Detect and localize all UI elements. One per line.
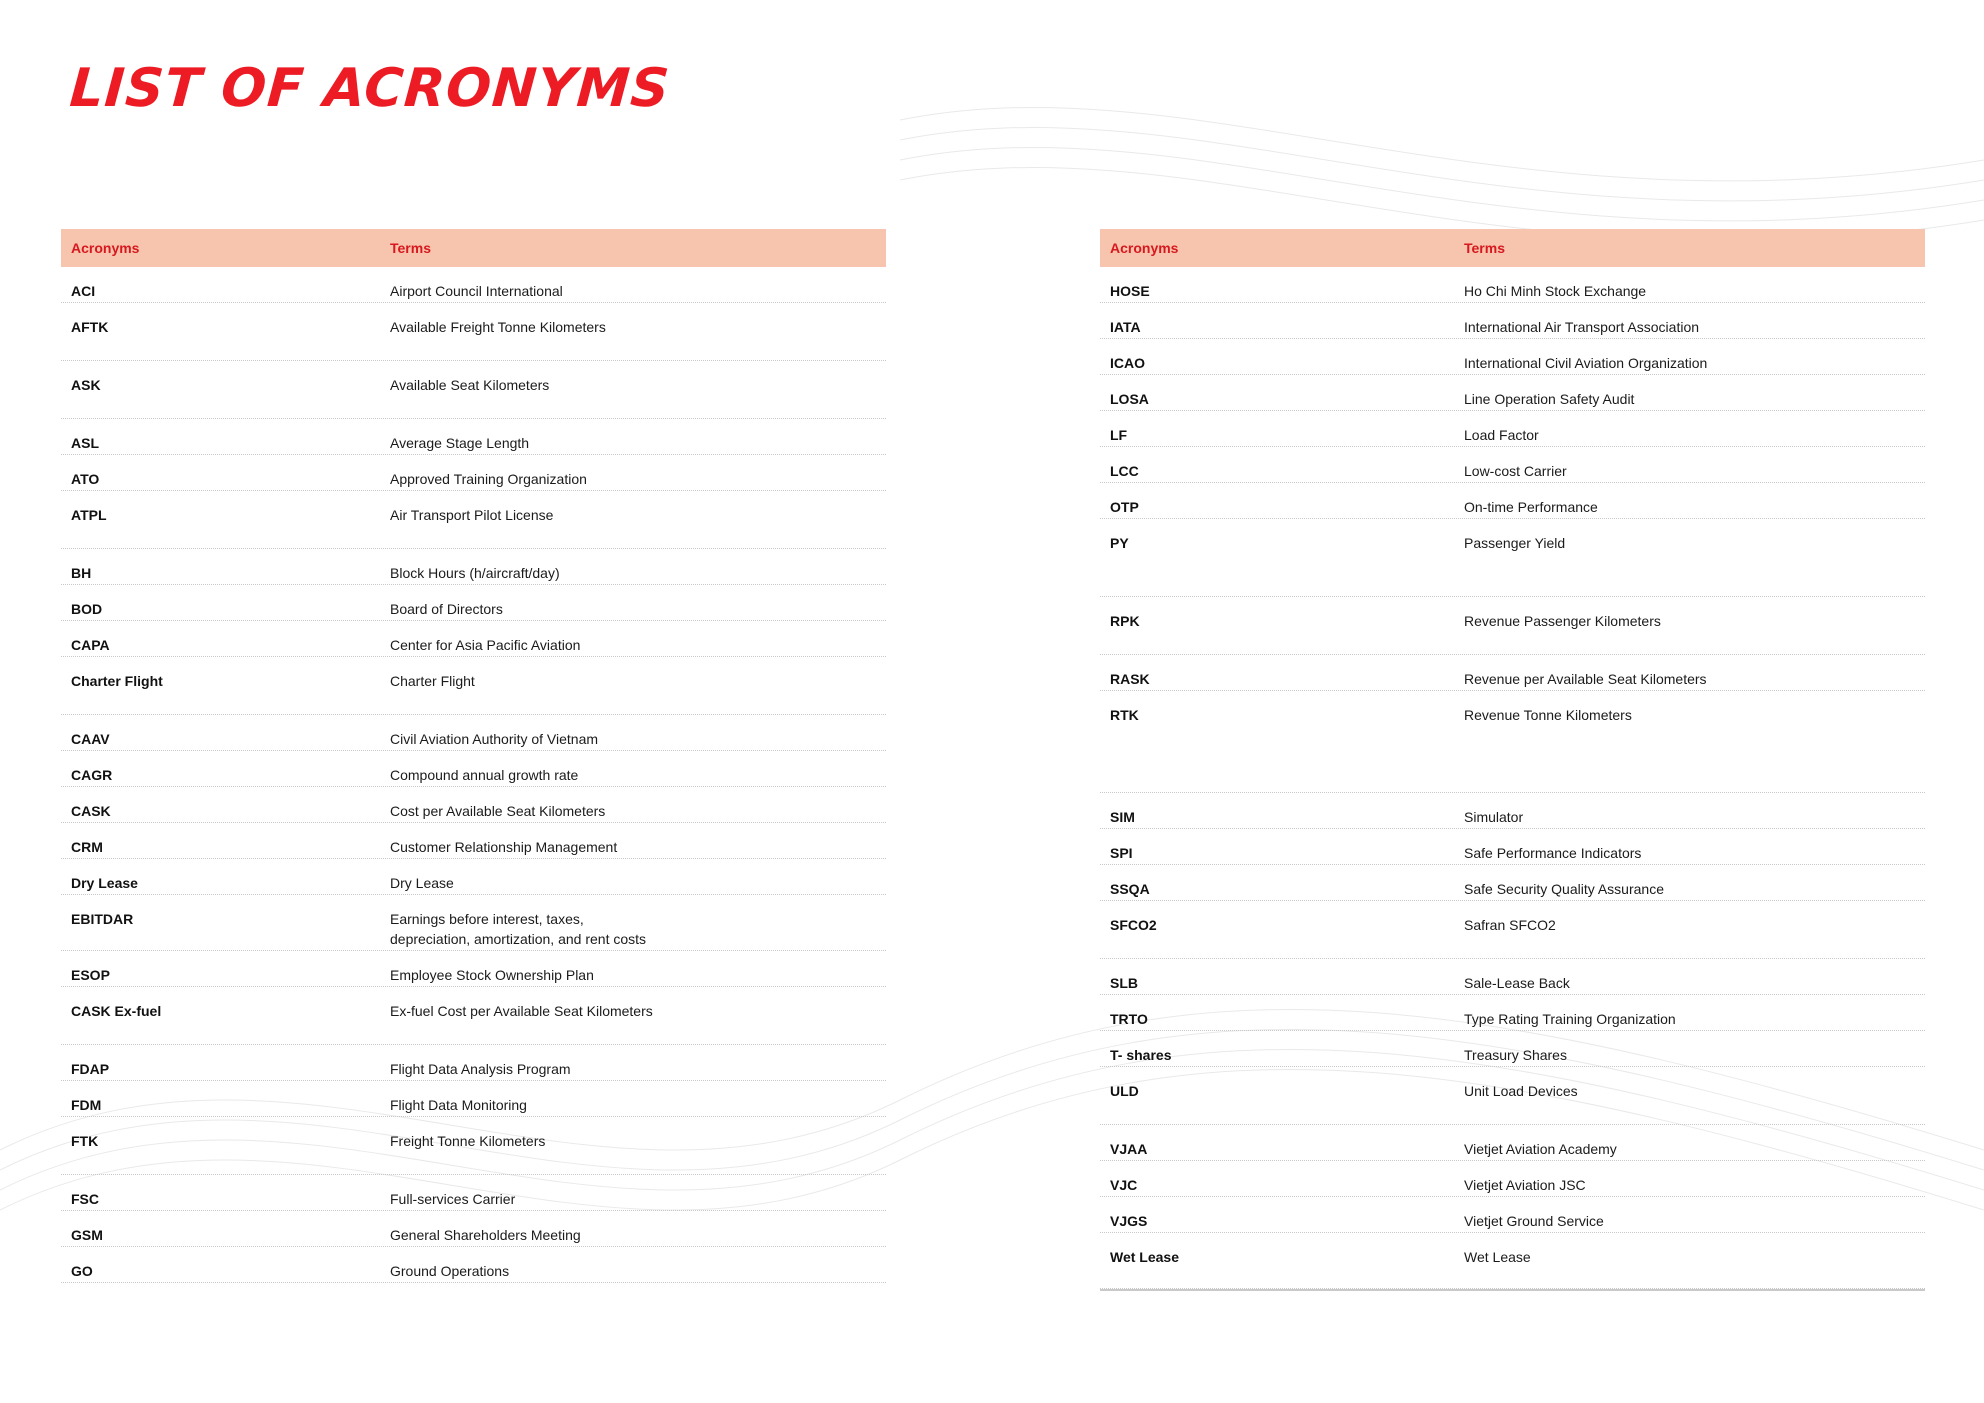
table-row — [1100, 303, 1925, 339]
term-cell: Revenue per Available Seat Kilometers — [1464, 671, 1707, 687]
term-cell: Charter Flight — [390, 673, 475, 689]
term-cell: Full-services Carrier — [390, 1191, 516, 1207]
page-title: LIST OF ACRONYMS — [67, 58, 672, 119]
header-terms: Terms — [1464, 240, 1505, 256]
term-cell: Ground Operations — [390, 1263, 510, 1279]
table-row — [61, 1045, 886, 1081]
table-row — [61, 715, 886, 751]
term-cell: Air Transport Pilot License — [390, 507, 554, 523]
term-cell: Earnings before interest, taxes, depreciation, amortization, and rent costs — [390, 911, 647, 947]
table-row — [61, 823, 886, 859]
acronym-cell: RPK — [1110, 613, 1140, 629]
term-cell: Approved Training Organization — [390, 471, 587, 487]
acronym-cell: BH — [71, 565, 92, 581]
table-row — [1100, 1031, 1925, 1067]
table-row — [61, 267, 886, 303]
acronym-cell: ATPL — [71, 507, 107, 523]
acronym-cell: T- shares — [1110, 1047, 1172, 1063]
acronym-cell: ULD — [1110, 1083, 1139, 1099]
table-row — [61, 859, 886, 895]
term-cell: Safran SFCO2 — [1464, 917, 1556, 933]
acronym-cell: VJC — [1110, 1177, 1138, 1193]
table-row — [1100, 447, 1925, 483]
acronym-cell: SIM — [1110, 809, 1135, 825]
term-cell: Freight Tonne Kilometers — [390, 1133, 546, 1149]
acronym-cell: CRM — [71, 839, 103, 855]
term-cell: Treasury Shares — [1464, 1047, 1567, 1063]
table-row — [61, 657, 886, 715]
table-row — [1100, 655, 1925, 691]
term-cell: Center for Asia Pacific Aviation — [390, 637, 581, 653]
table-row — [61, 987, 886, 1045]
acronym-cell: RTK — [1110, 707, 1139, 723]
acronym-cell: RASK — [1110, 671, 1150, 687]
table-row — [1100, 267, 1925, 303]
table-header — [1100, 229, 1925, 267]
term-cell: Line Operation Safety Audit — [1464, 391, 1635, 407]
table-header — [61, 229, 886, 267]
term-cell: Vietjet Ground Service — [1464, 1213, 1604, 1229]
header-acronyms: Acronyms — [71, 240, 140, 256]
table-row — [1100, 793, 1925, 829]
acronym-cell: FSC — [71, 1191, 99, 1207]
acronym-cell: ASK — [71, 377, 101, 393]
table-row — [1100, 597, 1925, 655]
acronym-cell: Charter Flight — [71, 673, 163, 689]
table-row — [61, 1211, 886, 1247]
acronym-cell: IATA — [1110, 319, 1141, 335]
term-cell: Sale-Lease Back — [1464, 975, 1570, 991]
term-cell: International Civil Aviation Organization — [1464, 355, 1708, 371]
table-row — [61, 491, 886, 549]
acronym-cell: CAAV — [71, 731, 110, 747]
term-cell: General Shareholders Meeting — [390, 1227, 581, 1243]
acronym-cell: GO — [71, 1263, 93, 1279]
table-row — [1100, 865, 1925, 901]
table-row — [1100, 519, 1925, 597]
term-cell: Load Factor — [1464, 427, 1539, 443]
term-cell: Revenue Tonne Kilometers — [1464, 707, 1632, 723]
acronym-cell: ATO — [71, 471, 100, 487]
table-row — [61, 621, 886, 657]
term-cell: Airport Council International — [390, 283, 563, 299]
table-row — [61, 1117, 886, 1175]
table-row — [61, 585, 886, 621]
acronym-cell: SFCO2 — [1110, 917, 1157, 933]
table-row — [1100, 901, 1925, 959]
term-cell: Vietjet Aviation JSC — [1464, 1177, 1586, 1193]
table-row — [1100, 483, 1925, 519]
term-cell: International Air Transport Association — [1464, 319, 1700, 335]
term-cell: Revenue Passenger Kilometers — [1464, 613, 1661, 629]
acronym-cell: LOSA — [1110, 391, 1149, 407]
table-row — [61, 1247, 886, 1283]
term-cell: Low-cost Carrier — [1464, 463, 1567, 479]
table-row — [1100, 691, 1925, 793]
acronym-cell: SLB — [1110, 975, 1138, 991]
acronyms-table-right — [1100, 229, 1925, 1291]
table-row — [1100, 1067, 1925, 1125]
acronym-cell: ICAO — [1110, 355, 1145, 371]
acronym-cell: LCC — [1110, 463, 1139, 479]
term-cell: Block Hours (h/aircraft/day) — [390, 565, 560, 581]
acronym-cell: ACI — [71, 283, 96, 299]
acronym-cell: TRTO — [1110, 1011, 1148, 1027]
acronym-cell: LF — [1110, 427, 1128, 443]
term-cell: On-time Performance — [1464, 499, 1598, 515]
acronym-cell: ESOP — [71, 967, 110, 983]
header-acronyms: Acronyms — [1110, 240, 1179, 256]
term-cell: Simulator — [1464, 809, 1524, 825]
acronym-cell: Wet Lease — [1110, 1249, 1179, 1265]
term-cell: Passenger Yield — [1464, 535, 1566, 551]
table-row — [1100, 411, 1925, 447]
acronym-cell: FTK — [71, 1133, 99, 1149]
acronym-cell: Dry Lease — [71, 875, 138, 891]
term-cell: Available Freight Tonne Kilometers — [390, 319, 606, 335]
acronym-cell: CAGR — [71, 767, 113, 783]
table-row — [1100, 339, 1925, 375]
table-row — [1100, 375, 1925, 411]
acronym-cell: AFTK — [71, 319, 109, 335]
table-row — [61, 787, 886, 823]
term-cell: Wet Lease — [1464, 1249, 1531, 1265]
acronym-cell: FDM — [71, 1097, 102, 1113]
table-row — [61, 419, 886, 455]
term-cell: Civil Aviation Authority of Vietnam — [390, 731, 599, 747]
term-cell: Flight Data Monitoring — [390, 1097, 527, 1113]
table-row — [61, 303, 886, 361]
table-row — [1100, 1125, 1925, 1161]
acronym-cell: HOSE — [1110, 283, 1150, 299]
acronym-cell: OTP — [1110, 499, 1139, 515]
term-cell: Available Seat Kilometers — [390, 377, 550, 393]
term-cell: Cost per Available Seat Kilometers — [390, 803, 606, 819]
acronym-cell: EBITDAR — [71, 911, 134, 927]
acronym-cell: ASL — [71, 435, 99, 451]
table-row — [61, 951, 886, 987]
acronym-cell: SPI — [1110, 845, 1133, 861]
table-row — [61, 751, 886, 787]
acronym-cell: CASK Ex-fuel — [71, 1003, 162, 1019]
term-cell: Vietjet Aviation Academy — [1464, 1141, 1617, 1157]
term-cell: Board of Directors — [390, 601, 503, 617]
table-row — [61, 361, 886, 419]
table-row — [61, 1081, 886, 1117]
term-cell: Flight Data Analysis Program — [390, 1061, 571, 1077]
term-cell: Average Stage Length — [390, 435, 530, 451]
acronym-cell: BOD — [71, 601, 103, 617]
table-row — [1100, 1161, 1925, 1197]
acronym-cell: VJAA — [1110, 1141, 1148, 1157]
table-row — [1100, 1197, 1925, 1233]
table-row — [61, 1175, 886, 1211]
term-cell: Unit Load Devices — [1464, 1083, 1578, 1099]
term-cell: Safe Performance Indicators — [1464, 845, 1642, 861]
acronym-cell: VJGS — [1110, 1213, 1148, 1229]
term-cell: Dry Lease — [390, 875, 454, 891]
header-terms: Terms — [390, 240, 431, 256]
acronym-cell: SSQA — [1110, 881, 1150, 897]
term-cell: Ex-fuel Cost per Available Seat Kilometers — [390, 1003, 653, 1019]
term-cell: Customer Relationship Management — [390, 839, 618, 855]
term-cell: Type Rating Training Organization — [1464, 1011, 1676, 1027]
table-row — [1100, 995, 1925, 1031]
table-row — [1100, 829, 1925, 865]
acronym-cell: CASK — [71, 803, 111, 819]
acronym-cell: CAPA — [71, 637, 110, 653]
acronym-cell: GSM — [71, 1227, 103, 1243]
table-row — [61, 455, 886, 491]
term-cell: Employee Stock Ownership Plan — [390, 967, 594, 983]
term-cell: Ho Chi Minh Stock Exchange — [1464, 283, 1647, 299]
table-row — [1100, 959, 1925, 995]
table-row — [61, 895, 886, 951]
term-cell: Compound annual growth rate — [390, 767, 579, 783]
acronym-cell: PY — [1110, 535, 1129, 551]
term-cell: Safe Security Quality Assurance — [1464, 881, 1664, 897]
table-row — [61, 549, 886, 585]
table-row — [1100, 1233, 1925, 1289]
acronym-cell: FDAP — [71, 1061, 110, 1077]
acronyms-table-left — [61, 229, 886, 1283]
